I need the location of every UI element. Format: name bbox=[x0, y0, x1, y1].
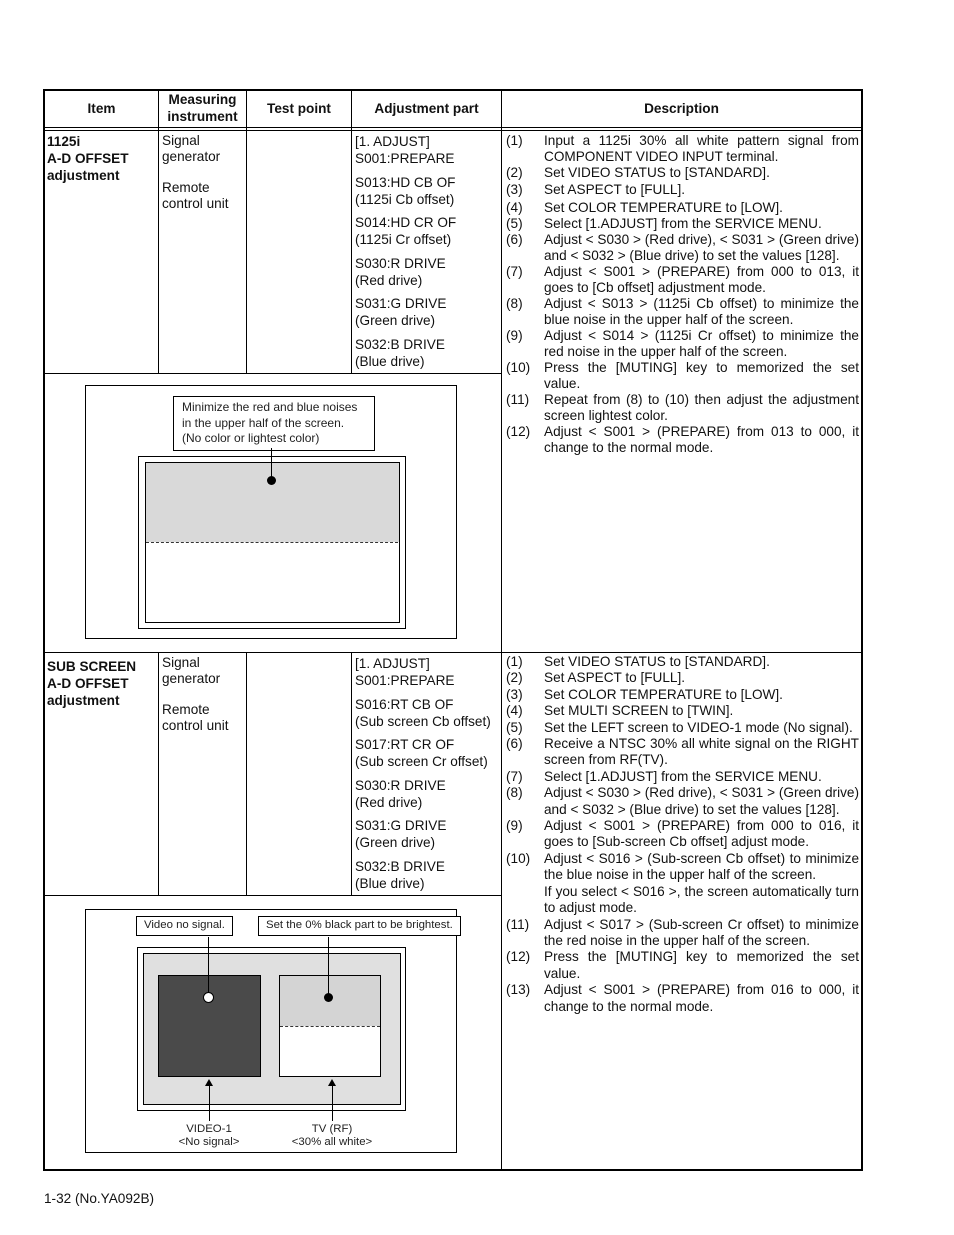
row-rule-section2 bbox=[43, 652, 863, 653]
header-rule-1 bbox=[43, 127, 863, 128]
s1-step: (12) Adjust < S001 > (PREPARE) from 013 to 000, it change to the normal mode. bbox=[506, 424, 859, 455]
s2-instrument-line: Remote bbox=[162, 701, 210, 717]
s1-step: (11) Repeat from (8) to (10) then adjust the adjustment screen lightest color. bbox=[506, 392, 859, 423]
table-left-border bbox=[43, 89, 45, 1171]
s2-right-arrow-shaft bbox=[332, 1085, 333, 1121]
header-test-point: Test point bbox=[267, 101, 331, 116]
header-item: Item bbox=[87, 101, 116, 116]
s2-instrument bbox=[162, 655, 229, 735]
s2-instrument-line: control unit bbox=[162, 718, 229, 734]
s2-step: (9) Adjust < S001 > (PREPARE) from 000 to 016, it goes to [Sub-screen Cb offset] adjust mode. bbox=[506, 818, 859, 850]
s2-step: (12) Press the [MUTING] key to memorized the set value. bbox=[506, 949, 859, 981]
s2-step: (11) Adjust < S017 > (Sub-screen Cr offset) to minimize the red noise in the upper half of the screen. bbox=[506, 916, 859, 948]
s1-step: (8) Adjust < S013 > (1125i Cb offset) to minimize the blue noise in the upper half of the screen. bbox=[506, 296, 859, 327]
s1-item-line: adjustment bbox=[47, 168, 120, 183]
header-rule-2 bbox=[43, 130, 863, 131]
s1-adjustment-parts bbox=[355, 133, 456, 370]
s1-item-line: A-D OFFSET bbox=[47, 151, 129, 166]
s1-instrument-line: control unit bbox=[162, 196, 229, 212]
s1-item bbox=[47, 133, 129, 184]
s1-step: (3) Set ASPECT to [FULL]. bbox=[506, 182, 686, 197]
header-measuring-line2: instrument bbox=[167, 109, 238, 124]
s1-step: (7) Adjust < S001 > (PREPARE) from 000 to 013, it goes to [Cb offset] adjustment mode. bbox=[506, 264, 859, 295]
col-divider-desc bbox=[501, 89, 502, 1171]
s1-step: (5) Select [1.ADJUST] from the SERVICE MENU. bbox=[506, 216, 822, 231]
col-divider-2a bbox=[246, 89, 247, 374]
s1-marker-dot bbox=[267, 476, 276, 485]
s2-step: (6) Receive a NTSC 30% all white signal on the RIGHT screen from RF(TV). bbox=[506, 736, 859, 768]
s1-instrument bbox=[162, 133, 229, 213]
s2-part: S030:R DRIVE (Red drive) bbox=[355, 777, 446, 810]
row-rule-s2-diagram bbox=[43, 895, 501, 896]
s2-adjustment-parts bbox=[355, 655, 491, 892]
s2-part: S031:G DRIVE (Green drive) bbox=[355, 818, 447, 850]
s1-instrument-line: generator bbox=[162, 149, 221, 165]
s1-part: [1. ADJUST] S001:PREPARE bbox=[355, 134, 455, 166]
s1-step: (1) Input a 1125i 30% all white pattern signal from COMPONENT VIDEO INPUT terminal. bbox=[506, 133, 859, 164]
header-adjustment-part: Adjustment part bbox=[374, 101, 479, 116]
s2-step: (8) Adjust < S030 > (Red drive), < S031 > (Green drive) and < S032 > (Blue drive) to set the values [128]. bbox=[506, 785, 859, 817]
s1-step: (6) Adjust < S030 > (Red drive), < S031 > (Green drive) and < S032 > (Blue drive) to set the values [128]. bbox=[506, 232, 859, 263]
s2-instrument-line: Signal bbox=[162, 655, 200, 670]
s2-callout-left: Video no signal. bbox=[136, 916, 233, 936]
s2-step: (13) Adjust < S001 > (PREPARE) from 016 to 000, it change to the normal mode. bbox=[506, 982, 859, 1014]
s2-step: (4) Set MULTI SCREEN to [TWIN]. bbox=[506, 703, 734, 719]
s1-part: S031:G DRIVE (Green drive) bbox=[355, 296, 447, 328]
s1-callout: Minimize the red and blue noises in the upper half of the screen. (No color or lightest color) bbox=[173, 396, 375, 451]
s2-step: (5) Set the LEFT screen to VIDEO-1 mode (No signal). bbox=[506, 719, 853, 735]
s1-description bbox=[506, 133, 859, 456]
s2-right-dashed-divider bbox=[280, 1026, 380, 1027]
s2-right-leader bbox=[328, 937, 329, 995]
s2-left-arrow-shaft bbox=[209, 1085, 210, 1121]
s1-item-line: 1125i bbox=[47, 134, 81, 149]
s1-step: (10) Press the [MUTING] key to memorized the set value. bbox=[506, 360, 859, 391]
s2-part: S032:B DRIVE (Blue drive) bbox=[355, 858, 445, 891]
s2-step: (7) Select [1.ADJUST] from the SERVICE MENU. bbox=[506, 768, 822, 784]
header-description: Description bbox=[644, 101, 719, 116]
s2-left-subscreen bbox=[158, 975, 261, 1077]
s2-step: (3) Set COLOR TEMPERATURE to [LOW]. bbox=[506, 686, 783, 702]
s1-step: (9) Adjust < S014 > (1125i Cr offset) to minimize the red noise in the upper half of the screen. bbox=[506, 328, 859, 359]
s2-item-line: A-D OFFSET bbox=[47, 676, 129, 691]
s2-step: (2) Set ASPECT to [FULL]. bbox=[506, 670, 686, 686]
table-bottom-border bbox=[43, 1169, 863, 1171]
s1-screen-upper-half bbox=[146, 463, 399, 542]
col-divider-1b bbox=[158, 652, 159, 896]
table-right-border bbox=[861, 89, 863, 1171]
s2-description bbox=[506, 654, 859, 1015]
header-measuring bbox=[159, 91, 246, 125]
col-divider-3b bbox=[351, 652, 352, 896]
s2-label-right: TV (RF) <30% all white> bbox=[291, 1123, 373, 1148]
s2-item-line: SUB SCREEN bbox=[47, 659, 137, 674]
s2-step: (1) Set VIDEO STATUS to [STANDARD]. bbox=[506, 654, 770, 669]
s2-item bbox=[47, 658, 136, 709]
page-footer: 1-32 (No.YA092B) bbox=[44, 1191, 155, 1206]
s2-label-left: VIDEO-1 <No signal> bbox=[178, 1123, 240, 1148]
row-rule-s1-diagram bbox=[43, 373, 501, 374]
s1-step: (4) Set COLOR TEMPERATURE to [LOW]. bbox=[506, 200, 783, 215]
s1-part: S014:HD CR OF (1125i Cr offset) bbox=[355, 215, 457, 247]
s1-step: (2) Set VIDEO STATUS to [STANDARD]. bbox=[506, 165, 770, 180]
s2-callout-right: Set the 0% black part to be brightest. bbox=[258, 916, 461, 936]
s1-part: S030:R DRIVE (Red drive) bbox=[355, 255, 446, 288]
header-measuring-line1: Measuring bbox=[168, 92, 237, 107]
arrow-up-icon bbox=[328, 1079, 336, 1086]
s2-instrument-line: generator bbox=[162, 671, 221, 687]
s2-step-note: If you select < S016 >, the screen automatically turn to adjust mode. bbox=[544, 883, 859, 916]
col-divider-2b bbox=[246, 652, 247, 896]
arrow-up-icon bbox=[205, 1079, 213, 1086]
s2-left-marker-dot bbox=[203, 992, 214, 1003]
s2-right-marker-dot bbox=[324, 993, 333, 1002]
s2-item-line: adjustment bbox=[47, 693, 120, 708]
s2-left-leader bbox=[208, 937, 209, 993]
s1-instrument-line: Signal bbox=[162, 133, 200, 148]
s2-part: S016:RT CB OF (Sub screen Cb offset) bbox=[355, 696, 491, 729]
s1-screen-dashed-divider bbox=[146, 542, 398, 543]
s2-step: (10) Adjust < S016 > (Sub-screen Cb offset) to minimize the blue noise in the upper half of the screen. bbox=[506, 850, 859, 883]
s2-part: [1. ADJUST] S001:PREPARE bbox=[355, 656, 455, 688]
s1-part: S013:HD CB OF (1125i Cb offset) bbox=[355, 174, 456, 207]
s1-part: S032:B DRIVE (Blue drive) bbox=[355, 336, 445, 369]
col-divider-1a bbox=[158, 89, 159, 374]
s2-part: S017:RT CR OF (Sub screen Cr offset) bbox=[355, 737, 488, 769]
s1-instrument-line: Remote bbox=[162, 179, 210, 195]
col-divider-3a bbox=[351, 89, 352, 374]
